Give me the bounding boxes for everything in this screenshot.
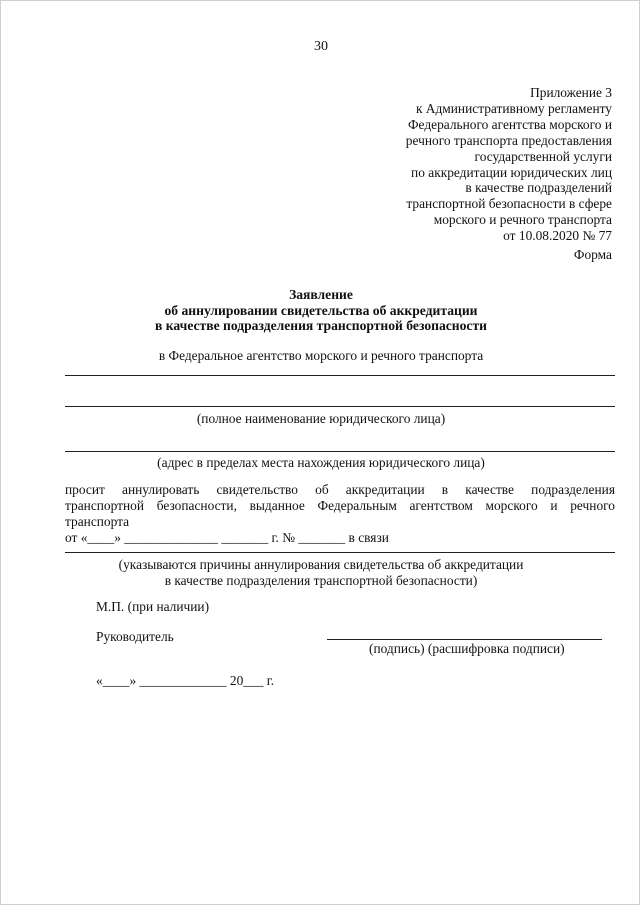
paragraph-line: транспортной безопасности, выданное Федеральным агентством морского и речного транспорта (65, 498, 615, 529)
appendix-header (362, 85, 612, 244)
title-line: об аннулировании свидетельства об аккредитации (164, 302, 478, 318)
title-line: в качестве подразделения транспортной безопасности (155, 318, 487, 333)
head-label: Руководитель (96, 629, 174, 644)
appendix-line: в качестве подразделений (465, 180, 612, 196)
appendix-line: транспортной безопасности в сфере (406, 196, 612, 212)
reason-line[interactable] (65, 552, 615, 553)
appendix-line: морского и речного транспорта (433, 212, 612, 228)
signature-line[interactable] (327, 639, 602, 640)
date-line[interactable]: «____» _____________ 20___ г. (96, 673, 275, 688)
appendix-line: Приложение 3 (530, 85, 612, 100)
address-line[interactable] (65, 451, 615, 452)
appendix-line: к Административному регламенту (415, 100, 612, 116)
paragraph-line: просит аннулировать свидетельство об аккредитации в качестве подразделения (65, 482, 615, 497)
entity-name-line-2[interactable] (65, 406, 615, 407)
request-paragraph (65, 482, 615, 546)
appendix-line: государственной услуги (474, 148, 612, 164)
appendix-line: речного транспорта предоставления (405, 132, 612, 148)
appendix-line: Федерального агентства морского и (407, 116, 612, 132)
paragraph-line: от «____» ______________ _______ г. № _______ в связи (65, 530, 389, 545)
stamp-note: М.П. (при наличии) (96, 599, 210, 614)
reason-caption-line: в качестве подразделения транспортной безопасности) (164, 573, 478, 588)
document-title (1, 287, 640, 334)
appendix-line: по аккредитации юридических лиц (411, 164, 612, 180)
addressee: в Федеральное агентство морского и речного транспорта (158, 348, 484, 363)
page-number: 30 (314, 39, 328, 54)
address-caption: (адрес в пределах места нахождения юридического лица) (157, 455, 485, 470)
appendix-line: от 10.08.2020 № 77 (503, 228, 612, 244)
reason-caption (1, 557, 640, 589)
signature-caption: (подпись) (расшифровка подписи) (369, 641, 565, 656)
entity-name-line-1[interactable] (65, 375, 615, 376)
form-label: Форма (573, 247, 612, 262)
entity-name-caption: (полное наименование юридического лица) (196, 411, 446, 426)
reason-caption-line: (указываются причины аннулирования свидетельства об аккредитации (118, 557, 524, 572)
title-line: Заявление (289, 287, 353, 302)
